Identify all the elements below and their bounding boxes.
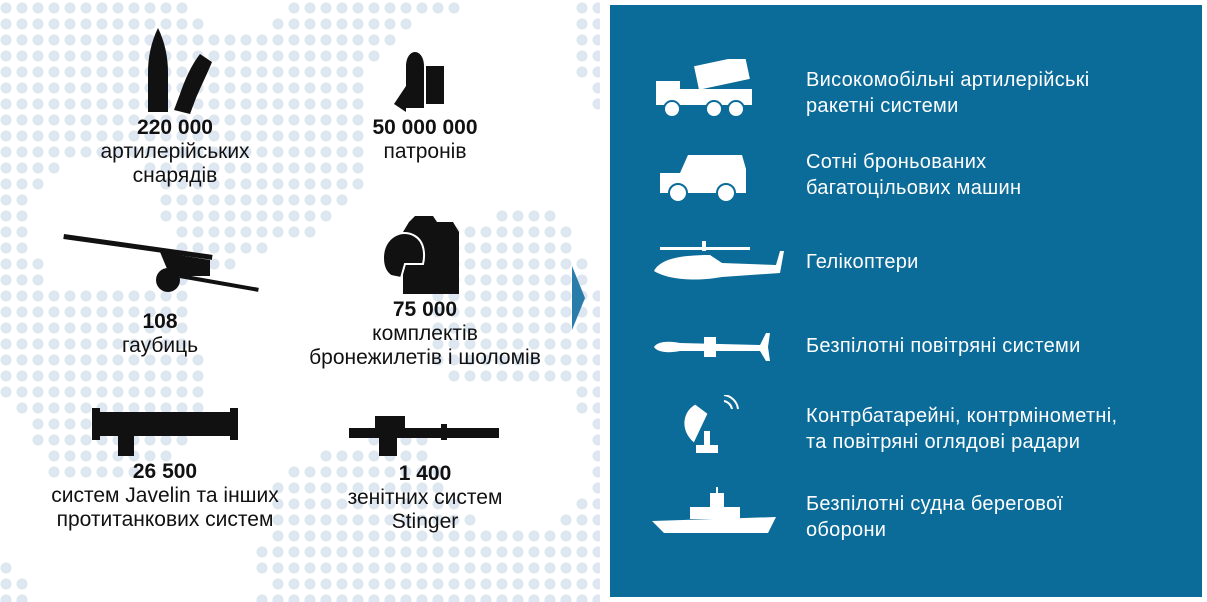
equipment-row [610, 145, 1202, 215]
stinger-launcher-icon [345, 410, 505, 462]
cartridges-icon [390, 46, 460, 116]
stat-artillery-shells [60, 24, 290, 188]
stat-label: комплектів бронежилетів і шоломів [309, 322, 541, 369]
armored-vehicle-icon [650, 149, 754, 205]
stat-number: 220 000 [137, 116, 213, 139]
stat-howitzers [45, 226, 275, 358]
equipment-row [610, 321, 1202, 377]
equipment-row [610, 59, 1202, 129]
radar-dish-icon [650, 395, 750, 457]
stat-body-armor [290, 212, 560, 370]
stat-label: систем Javelin та інших протитанкових систем [51, 484, 279, 531]
stat-label: гаубиць [121, 334, 199, 357]
rocket-launcher-truck-icon [650, 59, 760, 121]
stat-number: 75 000 [392, 298, 458, 321]
stat-number: 50 000 000 [372, 116, 478, 139]
stat-label: артилерійських снарядів [100, 140, 250, 187]
equipment-label: Контрбатарейні, контрмінометні, та повітряні оглядові радари [806, 405, 1118, 453]
equipment-label: Безпілотні повітряні системи [806, 335, 1081, 357]
arrow-pointer [572, 266, 585, 330]
stat-cartridges [310, 46, 540, 164]
equipment-label: Високомобільні артилерійські ракетні системи [806, 69, 1090, 117]
body-armor-helmet-icon [375, 212, 475, 298]
howitzer-icon [60, 226, 260, 310]
equipment-panel [610, 5, 1202, 597]
stat-stinger [310, 410, 540, 534]
stat-label: зенітних систем Stinger [347, 486, 503, 533]
javelin-launcher-icon [90, 404, 240, 460]
drone-icon [650, 323, 774, 371]
coastal-boat-icon [650, 487, 780, 541]
stat-number: 108 [142, 310, 178, 333]
stat-number: 26 500 [132, 460, 198, 483]
equipment-row [610, 487, 1202, 557]
stat-number: 1 400 [398, 462, 452, 485]
equipment-row [610, 237, 1202, 293]
artillery-shells-icon [130, 24, 220, 116]
equipment-label: Сотні броньованих багатоцільових машин [806, 151, 1022, 199]
equipment-label: Гелікоптери [806, 251, 919, 273]
stat-javelin [20, 404, 310, 532]
stat-label: патронів [383, 140, 467, 163]
helicopter-icon [650, 237, 786, 289]
equipment-label: Безпілотні судна берегової оборони [806, 493, 1064, 541]
equipment-row [610, 395, 1202, 465]
